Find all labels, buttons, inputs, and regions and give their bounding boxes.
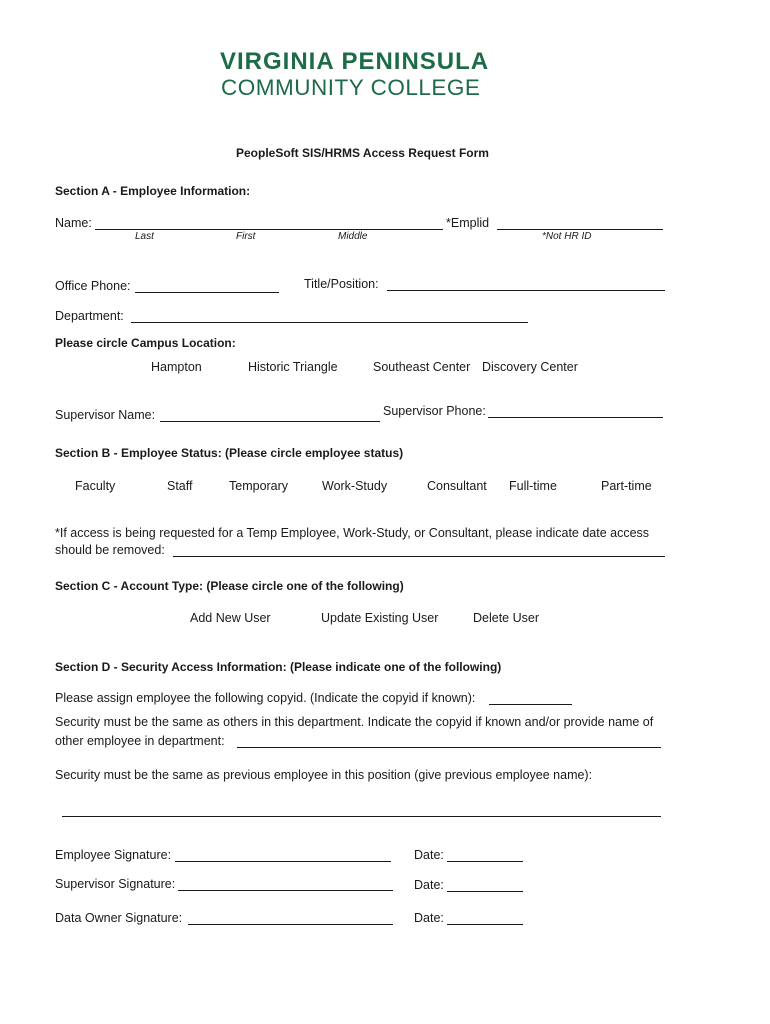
status-staff[interactable]: Staff xyxy=(167,479,193,493)
college-logo-line2: COMMUNITY COLLEGE xyxy=(221,75,481,100)
name-sub-last: Last xyxy=(135,231,154,242)
removal-date-field[interactable] xyxy=(173,556,665,557)
temp-note-line1: *If access is being requested for a Temp Employee, Work-Study, or Consultant, please indicate date access xyxy=(55,526,650,540)
supervisor-phone-field[interactable] xyxy=(488,417,663,418)
employee-date-label: Date: xyxy=(414,848,444,862)
prev-employee-text: Security must be the same as previous employee in this position (give previous employee name): xyxy=(55,768,593,782)
account-add-new-user[interactable]: Add New User xyxy=(190,611,271,625)
prev-employee-field[interactable] xyxy=(62,816,661,817)
status-part-time[interactable]: Part-time xyxy=(601,479,652,493)
data-owner-date-field[interactable] xyxy=(447,924,523,925)
account-delete-user[interactable]: Delete User xyxy=(473,611,539,625)
office-phone-label: Office Phone: xyxy=(55,279,131,293)
same-dept-line1: Security must be the same as others in this department. Indicate the copyid if known and/or provide name of xyxy=(55,715,654,729)
section-d-heading: Section D - Security Access Information: (Please indicate one of the following) xyxy=(55,660,502,674)
data-owner-signature-field[interactable] xyxy=(188,924,393,925)
account-update-existing-user[interactable]: Update Existing User xyxy=(321,611,439,625)
temp-note-line2: should be removed: xyxy=(55,543,165,557)
status-full-time[interactable]: Full-time xyxy=(509,479,557,493)
emplid-note: *Not HR ID xyxy=(542,231,592,242)
office-phone-field[interactable] xyxy=(135,292,279,293)
dept-employee-field[interactable] xyxy=(237,747,661,748)
campus-heading: Please circle Campus Location: xyxy=(55,336,236,350)
campus-hampton[interactable]: Hampton xyxy=(151,360,202,374)
status-faculty[interactable]: Faculty xyxy=(75,479,116,493)
data-owner-date-label: Date: xyxy=(414,911,444,925)
supervisor-name-label: Supervisor Name: xyxy=(55,408,156,422)
same-dept-line2: other employee in department: xyxy=(55,734,225,748)
supervisor-phone-label: Supervisor Phone: xyxy=(383,404,486,418)
name-label: Name: xyxy=(55,216,92,230)
name-sub-middle: Middle xyxy=(338,231,368,242)
name-field[interactable] xyxy=(95,229,443,230)
campus-discovery-center[interactable]: Discovery Center xyxy=(482,360,578,374)
employee-signature-label: Employee Signature: xyxy=(55,848,172,862)
section-c-heading: Section C - Account Type: (Please circle one of the following) xyxy=(55,579,404,593)
department-label: Department: xyxy=(55,309,124,323)
employee-date-field[interactable] xyxy=(447,861,523,862)
copyid-text: Please assign employee the following copyid. (Indicate the copyid if known): xyxy=(55,691,476,705)
section-b-heading: Section B - Employee Status: (Please circle employee status) xyxy=(55,446,404,460)
status-work-study[interactable]: Work-Study xyxy=(322,479,388,493)
supervisor-signature-label: Supervisor Signature: xyxy=(55,877,176,891)
status-consultant[interactable]: Consultant xyxy=(427,479,487,493)
data-owner-signature-label: Data Owner Signature: xyxy=(55,911,183,925)
section-a-heading: Section A - Employee Information: xyxy=(55,184,251,198)
name-sub-first: First xyxy=(236,231,256,242)
campus-southeast-center[interactable]: Southeast Center xyxy=(373,360,471,374)
supervisor-date-label: Date: xyxy=(414,878,444,892)
emplid-field[interactable] xyxy=(497,229,663,230)
supervisor-name-field[interactable] xyxy=(160,421,380,422)
college-logo-line1: VIRGINIA PENINSULA xyxy=(220,48,490,75)
title-position-label: Title/Position: xyxy=(304,277,379,291)
form-title: PeopleSoft SIS/HRMS Access Request Form xyxy=(236,146,489,160)
campus-historic-triangle[interactable]: Historic Triangle xyxy=(248,360,338,374)
emplid-label: *Emplid xyxy=(446,216,490,230)
supervisor-signature-field[interactable] xyxy=(178,890,393,891)
employee-signature-field[interactable] xyxy=(175,861,391,862)
status-temporary[interactable]: Temporary xyxy=(229,479,289,493)
title-position-field[interactable] xyxy=(387,290,665,291)
copyid-field[interactable] xyxy=(489,704,572,705)
department-field[interactable] xyxy=(131,322,528,323)
supervisor-date-field[interactable] xyxy=(447,891,523,892)
